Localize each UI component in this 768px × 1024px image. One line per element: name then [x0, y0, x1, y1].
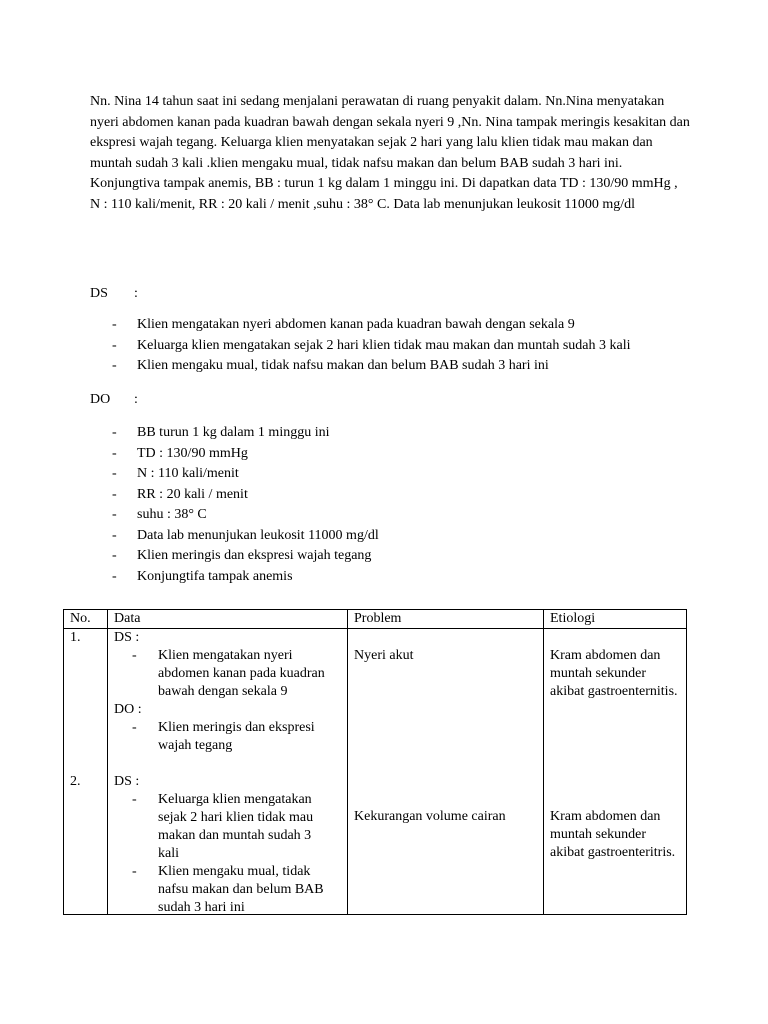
row1-ds-list [132, 647, 332, 701]
list-item: - Klien mengatakan nyeri abdomen kanan pada kuadran bawah dengan sekala 9 [112, 315, 712, 336]
diagnosis-table [63, 609, 687, 915]
list-item: - Konjungtifa tampak anemis [112, 567, 712, 588]
case-description: Nn. Nina 14 tahun saat ini sedang menjalani perawatan di ruang penyakit dalam. Nn.Nina menyatakan nyeri abdomen kanan pada kuadran bawah dengan sekala nyeri 9 ,Nn. Nina tampak meringis kesakitan dan ekspresi wajah tegang. Keluarga klien menyatakan sejak 2 hari yang lalu klien tidak mau makan dan muntah sudah 3 kali .klien mengaku mual, tidak nafsu makan dan belum BAB sudah 3 hari ini. Konjungtiva tampak anemis, BB : turun 1 kg dalam 1 minggu ini. Di dapatkan data TD : 130/90 mmHg , N : 110 kali/menit, RR : 20 kali / menit ,suhu : 38° C. Data lab menunjukan leukosit 11000 mg/dl [90, 94, 690, 212]
do-label: DO [90, 392, 111, 407]
list-item: - suhu : 38° C [112, 505, 712, 526]
row1-problem: Nyeri akut [354, 648, 414, 663]
do-colon: : [134, 392, 138, 407]
list-item: - Keluarga klien mengatakan sejak 2 hari klien tidak mau makan dan muntah sudah 3 kali [132, 791, 332, 863]
row2-ds-label: DS : [114, 774, 140, 789]
do-list [112, 423, 712, 587]
ds-label: DS [90, 286, 108, 301]
problem-cell [348, 629, 544, 915]
row1-do-label: DO : [114, 702, 142, 717]
header-no: No. [64, 610, 108, 629]
data-cell [108, 629, 348, 915]
list-item: - TD : 130/90 mmHg [112, 444, 712, 465]
no-cell [64, 629, 108, 915]
list-item: - RR : 20 kali / menit [112, 485, 712, 506]
ds-heading [90, 284, 138, 305]
list-item: - Klien mengatakan nyeri abdomen kanan pada kuadran bawah dengan sekala 9 [132, 647, 332, 701]
etiologi-cell [544, 629, 687, 915]
row1-do-list [132, 719, 332, 755]
row-number-2: 2. [70, 774, 81, 789]
list-item: - Klien meringis dan ekspresi wajah tegang [112, 546, 712, 567]
table-row [64, 629, 687, 915]
row2-etiologi: Kram abdomen dan muntah sekunder akibat gastroenteritris. [550, 809, 676, 860]
list-item: - Klien meringis dan ekspresi wajah tegang [132, 719, 332, 755]
list-item: - Keluarga klien mengatakan sejak 2 hari klien tidak mau makan dan muntah sudah 3 kali [112, 336, 712, 357]
list-item: - Klien mengaku mual, tidak nafsu makan dan belum BAB sudah 3 hari ini [132, 863, 332, 917]
ds-colon: : [134, 286, 138, 301]
row2-ds-list [132, 791, 332, 917]
do-heading [90, 390, 138, 411]
table-header-row [64, 610, 687, 629]
list-item: - N : 110 kali/menit [112, 464, 712, 485]
list-item: - BB turun 1 kg dalam 1 minggu ini [112, 423, 712, 444]
list-item: - Data lab menunjukan leukosit 11000 mg/dl [112, 526, 712, 547]
header-data: Data [108, 610, 348, 629]
row2-problem: Kekurangan volume cairan [354, 809, 506, 824]
row-number-1: 1. [70, 630, 81, 645]
row1-ds-label: DS : [114, 630, 140, 645]
ds-list [112, 315, 712, 377]
row1-etiologi: Kram abdomen dan muntah sekunder akibat gastroenternitis. [550, 648, 678, 699]
header-etiologi: Etiologi [544, 610, 687, 629]
header-problem: Problem [348, 610, 544, 629]
list-item: - Klien mengaku mual, tidak nafsu makan dan belum BAB sudah 3 hari ini [112, 356, 712, 377]
